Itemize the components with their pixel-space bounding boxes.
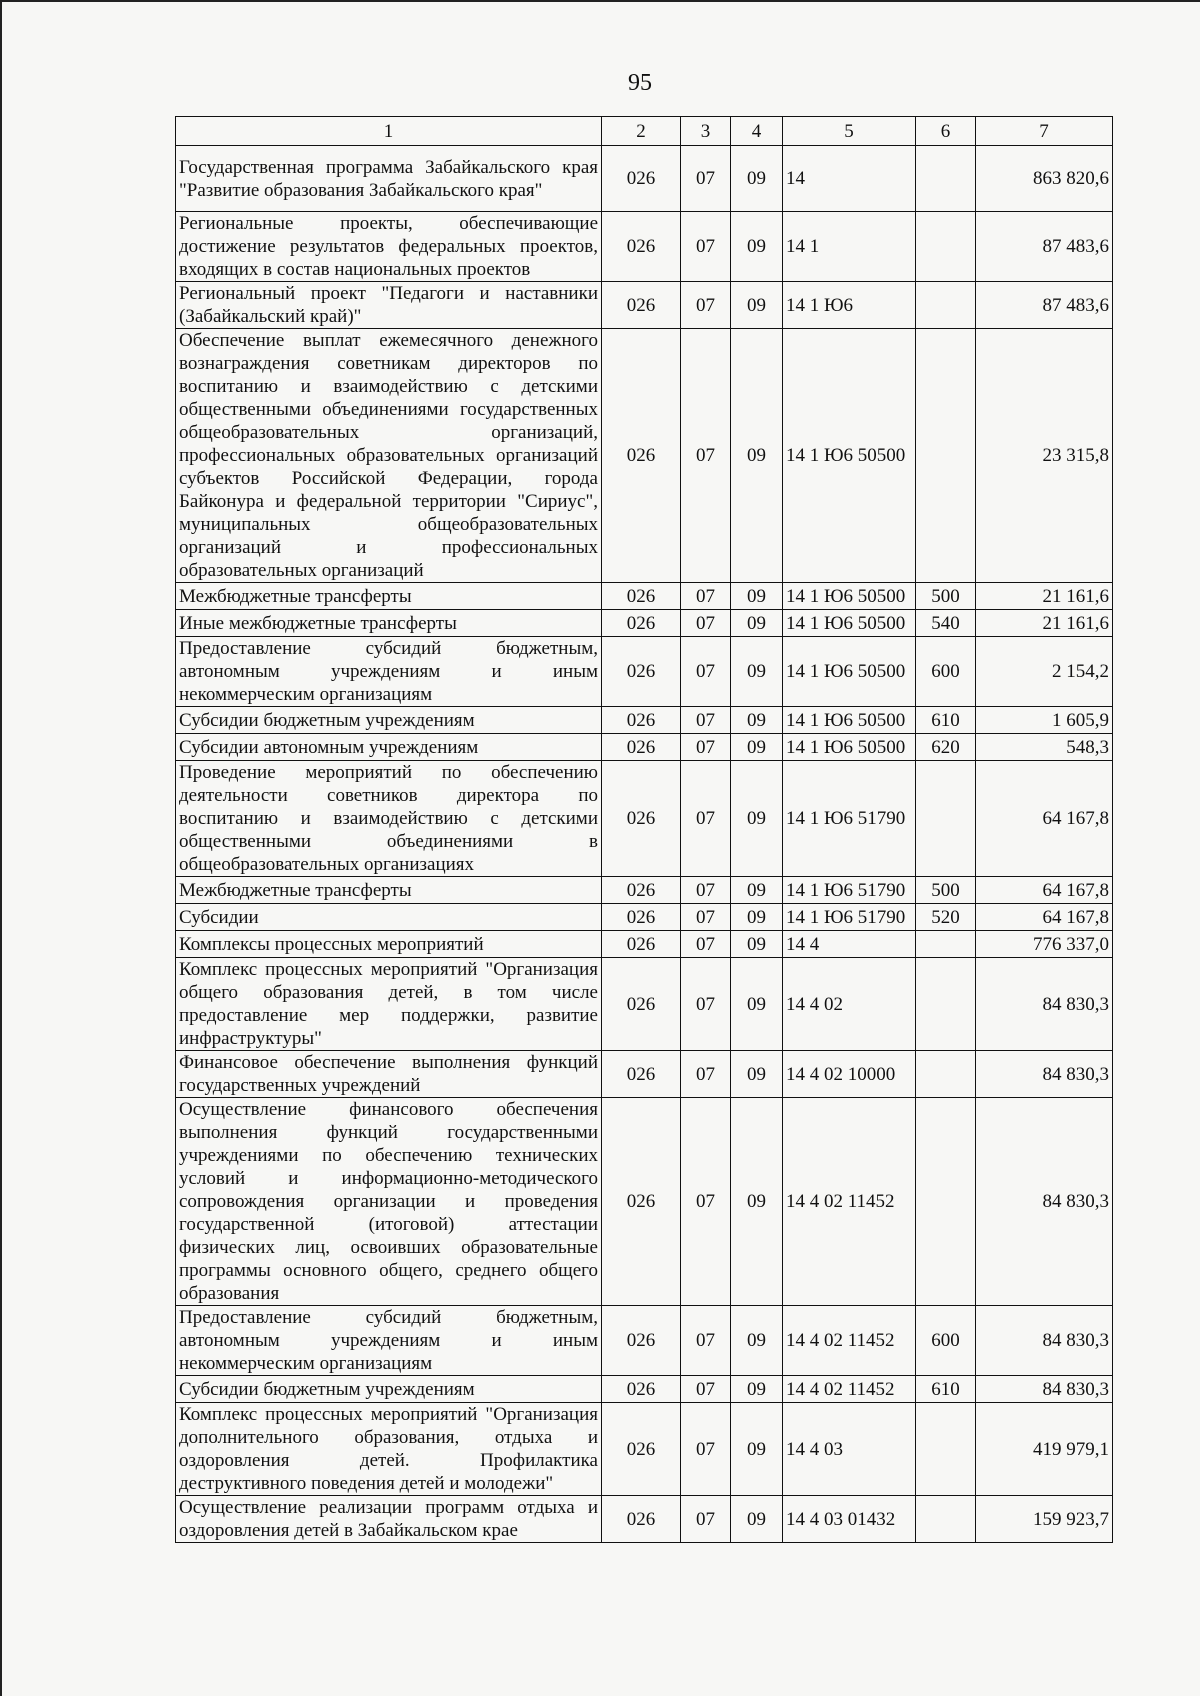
row-amount: 419 979,1 xyxy=(976,1403,1113,1496)
row-target-article: 14 4 02 11452 xyxy=(783,1376,916,1403)
row-amount: 64 167,8 xyxy=(976,904,1113,931)
table-row xyxy=(176,1098,1113,1306)
row-ved-code: 026 xyxy=(602,958,681,1051)
table-row xyxy=(176,583,1113,610)
row-expense-type: 520 xyxy=(916,904,976,931)
row-target-article: 14 4 02 11452 xyxy=(783,1098,916,1306)
row-target-article: 14 4 03 01432 xyxy=(783,1496,916,1543)
table-row xyxy=(176,329,1113,583)
row-target-article: 14 4 02 xyxy=(783,958,916,1051)
table-row xyxy=(176,761,1113,877)
row-amount: 776 337,0 xyxy=(976,931,1113,958)
row-target-article: 14 1 Ю6 50500 xyxy=(783,329,916,583)
row-expense-type xyxy=(916,1496,976,1543)
table-row xyxy=(176,707,1113,734)
row-ved-code: 026 xyxy=(602,1098,681,1306)
row-amount: 2 154,2 xyxy=(976,637,1113,707)
row-amount: 21 161,6 xyxy=(976,583,1113,610)
row-section-code: 07 xyxy=(681,329,731,583)
row-expense-type: 610 xyxy=(916,707,976,734)
row-ved-code: 026 xyxy=(602,904,681,931)
row-subsection-code: 09 xyxy=(731,329,783,583)
row-amount: 1 605,9 xyxy=(976,707,1113,734)
row-ved-code: 026 xyxy=(602,329,681,583)
table-row xyxy=(176,146,1113,212)
row-expense-type xyxy=(916,1403,976,1496)
row-target-article: 14 1 Ю6 50500 xyxy=(783,637,916,707)
table-row xyxy=(176,904,1113,931)
row-amount: 21 161,6 xyxy=(976,610,1113,637)
row-ved-code: 026 xyxy=(602,610,681,637)
row-expense-type xyxy=(916,931,976,958)
row-ved-code: 026 xyxy=(602,282,681,329)
row-section-code: 07 xyxy=(681,1403,731,1496)
row-section-code: 07 xyxy=(681,958,731,1051)
row-subsection-code: 09 xyxy=(731,1376,783,1403)
row-ved-code: 026 xyxy=(602,146,681,212)
row-expense-type: 620 xyxy=(916,734,976,761)
row-amount: 87 483,6 xyxy=(976,212,1113,282)
row-amount: 548,3 xyxy=(976,734,1113,761)
row-subsection-code: 09 xyxy=(731,761,783,877)
row-target-article: 14 4 02 10000 xyxy=(783,1051,916,1098)
row-subsection-code: 09 xyxy=(731,1098,783,1306)
row-ved-code: 026 xyxy=(602,761,681,877)
row-ved-code: 026 xyxy=(602,1403,681,1496)
row-name: Финансовое обеспечение выполнения функций государственных учреждений xyxy=(176,1051,602,1098)
row-target-article: 14 1 Ю6 50500 xyxy=(783,707,916,734)
row-ved-code: 026 xyxy=(602,1306,681,1376)
row-ved-code: 026 xyxy=(602,707,681,734)
row-ved-code: 026 xyxy=(602,1051,681,1098)
row-section-code: 07 xyxy=(681,1098,731,1306)
table-row xyxy=(176,1496,1113,1543)
table-row xyxy=(176,282,1113,329)
row-name: Иные межбюджетные трансферты xyxy=(176,610,602,637)
row-amount: 87 483,6 xyxy=(976,282,1113,329)
row-amount: 84 830,3 xyxy=(976,1376,1113,1403)
page-border-left xyxy=(0,0,2,1696)
row-name: Проведение мероприятий по обеспечению деятельности советников директора по воспитанию и взаимодействию с детскими общественными объединениями в общеобразовательных организациях xyxy=(176,761,602,877)
row-amount: 159 923,7 xyxy=(976,1496,1113,1543)
header-col-1: 1 xyxy=(176,117,602,146)
table-row xyxy=(176,1403,1113,1496)
row-target-article: 14 4 xyxy=(783,931,916,958)
row-amount: 84 830,3 xyxy=(976,1098,1113,1306)
row-ved-code: 026 xyxy=(602,583,681,610)
row-expense-type xyxy=(916,212,976,282)
row-name: Осуществление финансового обеспечения выполнения функций государственными учреждениями по обеспечению технических условий и информационно-методического сопровождения организации и проведения государственной (итоговой) аттестации физических лиц, освоивших образовательные программы основного общего, среднего общего образования xyxy=(176,1098,602,1306)
row-name: Региональный проект "Педагоги и наставники (Забайкальский край)" xyxy=(176,282,602,329)
row-target-article: 14 1 Ю6 51790 xyxy=(783,904,916,931)
table-row xyxy=(176,1376,1113,1403)
row-expense-type: 600 xyxy=(916,637,976,707)
row-subsection-code: 09 xyxy=(731,637,783,707)
row-expense-type xyxy=(916,1098,976,1306)
row-name: Межбюджетные трансферты xyxy=(176,877,602,904)
row-name: Осуществление реализации программ отдыха и оздоровления детей в Забайкальском крае xyxy=(176,1496,602,1543)
row-subsection-code: 09 xyxy=(731,1496,783,1543)
row-section-code: 07 xyxy=(681,1306,731,1376)
header-col-4: 4 xyxy=(731,117,783,146)
header-col-3: 3 xyxy=(681,117,731,146)
table-row xyxy=(176,610,1113,637)
row-section-code: 07 xyxy=(681,734,731,761)
row-amount: 84 830,3 xyxy=(976,1306,1113,1376)
row-section-code: 07 xyxy=(681,1376,731,1403)
header-col-6: 6 xyxy=(916,117,976,146)
row-subsection-code: 09 xyxy=(731,734,783,761)
row-ved-code: 026 xyxy=(602,1496,681,1543)
row-subsection-code: 09 xyxy=(731,212,783,282)
row-section-code: 07 xyxy=(681,761,731,877)
row-target-article: 14 4 03 xyxy=(783,1403,916,1496)
row-amount: 23 315,8 xyxy=(976,329,1113,583)
row-expense-type xyxy=(916,146,976,212)
row-subsection-code: 09 xyxy=(731,610,783,637)
row-name: Комплекс процессных мероприятий "Организация дополнительного образования, отдыха и оздоровления детей. Профилактика деструктивного поведения детей и молодежи" xyxy=(176,1403,602,1496)
row-expense-type: 600 xyxy=(916,1306,976,1376)
row-amount: 84 830,3 xyxy=(976,1051,1113,1098)
page-number: 95 xyxy=(628,70,652,96)
row-expense-type xyxy=(916,329,976,583)
row-section-code: 07 xyxy=(681,1496,731,1543)
row-section-code: 07 xyxy=(681,877,731,904)
header-col-5: 5 xyxy=(783,117,916,146)
row-section-code: 07 xyxy=(681,1051,731,1098)
row-subsection-code: 09 xyxy=(731,877,783,904)
table-row xyxy=(176,1306,1113,1376)
header-col-7: 7 xyxy=(976,117,1113,146)
table-header-row xyxy=(176,117,1113,146)
row-section-code: 07 xyxy=(681,610,731,637)
row-subsection-code: 09 xyxy=(731,1403,783,1496)
row-subsection-code: 09 xyxy=(731,958,783,1051)
row-amount: 84 830,3 xyxy=(976,958,1113,1051)
row-name: Межбюджетные трансферты xyxy=(176,583,602,610)
row-subsection-code: 09 xyxy=(731,707,783,734)
row-section-code: 07 xyxy=(681,904,731,931)
row-section-code: 07 xyxy=(681,707,731,734)
row-name: Комплекс процессных мероприятий "Организация общего образования детей, в том числе предоставление мер поддержки, развитие инфраструктуры" xyxy=(176,958,602,1051)
row-expense-type xyxy=(916,958,976,1051)
budget-table xyxy=(175,116,1113,1543)
row-section-code: 07 xyxy=(681,931,731,958)
table-row xyxy=(176,958,1113,1051)
row-expense-type: 500 xyxy=(916,583,976,610)
row-subsection-code: 09 xyxy=(731,904,783,931)
row-name: Обеспечение выплат ежемесячного денежного вознаграждения советникам директоров по воспитанию и взаимодействию с детскими общественными объединениями государственных общеобразовательных организаций, профессиональных образовательных организаций субъектов Российской Федерации, города Байконура и федеральной территории "Сириус", муниципальных общеобразовательных организаций и профессиональных образовательных организаций xyxy=(176,329,602,583)
row-section-code: 07 xyxy=(681,146,731,212)
row-name: Субсидии бюджетным учреждениям xyxy=(176,707,602,734)
row-subsection-code: 09 xyxy=(731,282,783,329)
row-target-article: 14 4 02 11452 xyxy=(783,1306,916,1376)
row-target-article: 14 1 Ю6 50500 xyxy=(783,734,916,761)
table-row xyxy=(176,1051,1113,1098)
page-border-top xyxy=(0,0,1200,2)
row-section-code: 07 xyxy=(681,212,731,282)
row-ved-code: 026 xyxy=(602,734,681,761)
table-row xyxy=(176,877,1113,904)
row-expense-type: 540 xyxy=(916,610,976,637)
row-amount: 863 820,6 xyxy=(976,146,1113,212)
row-subsection-code: 09 xyxy=(731,146,783,212)
row-ved-code: 026 xyxy=(602,877,681,904)
row-amount: 64 167,8 xyxy=(976,877,1113,904)
row-name: Субсидии автономным учреждениям xyxy=(176,734,602,761)
row-target-article: 14 1 Ю6 51790 xyxy=(783,761,916,877)
row-subsection-code: 09 xyxy=(731,1051,783,1098)
row-amount: 64 167,8 xyxy=(976,761,1113,877)
row-target-article: 14 1 Ю6 50500 xyxy=(783,610,916,637)
row-section-code: 07 xyxy=(681,637,731,707)
row-section-code: 07 xyxy=(681,583,731,610)
row-name: Субсидии бюджетным учреждениям xyxy=(176,1376,602,1403)
table-row xyxy=(176,212,1113,282)
row-expense-type: 610 xyxy=(916,1376,976,1403)
row-target-article: 14 1 Ю6 51790 xyxy=(783,877,916,904)
row-ved-code: 026 xyxy=(602,212,681,282)
row-section-code: 07 xyxy=(681,282,731,329)
row-ved-code: 026 xyxy=(602,637,681,707)
table-row xyxy=(176,734,1113,761)
row-ved-code: 026 xyxy=(602,1376,681,1403)
row-subsection-code: 09 xyxy=(731,931,783,958)
row-subsection-code: 09 xyxy=(731,1306,783,1376)
row-expense-type xyxy=(916,1051,976,1098)
row-name: Предоставление субсидий бюджетным, автономным учреждениям и иным некоммерческим организациям xyxy=(176,1306,602,1376)
row-target-article: 14 xyxy=(783,146,916,212)
row-subsection-code: 09 xyxy=(731,583,783,610)
row-name: Предоставление субсидий бюджетным, автономным учреждениям и иным некоммерческим организациям xyxy=(176,637,602,707)
table-row xyxy=(176,931,1113,958)
row-ved-code: 026 xyxy=(602,931,681,958)
row-target-article: 14 1 Ю6 xyxy=(783,282,916,329)
row-expense-type xyxy=(916,761,976,877)
row-name: Субсидии xyxy=(176,904,602,931)
row-name: Государственная программа Забайкальского края "Развитие образования Забайкальского края" xyxy=(176,146,602,212)
row-expense-type: 500 xyxy=(916,877,976,904)
row-expense-type xyxy=(916,282,976,329)
header-col-2: 2 xyxy=(602,117,681,146)
row-target-article: 14 1 Ю6 50500 xyxy=(783,583,916,610)
row-name: Комплексы процессных мероприятий xyxy=(176,931,602,958)
row-target-article: 14 1 xyxy=(783,212,916,282)
table-row xyxy=(176,637,1113,707)
row-name: Региональные проекты, обеспечивающие достижение результатов федеральных проектов, входящих в состав национальных проектов xyxy=(176,212,602,282)
